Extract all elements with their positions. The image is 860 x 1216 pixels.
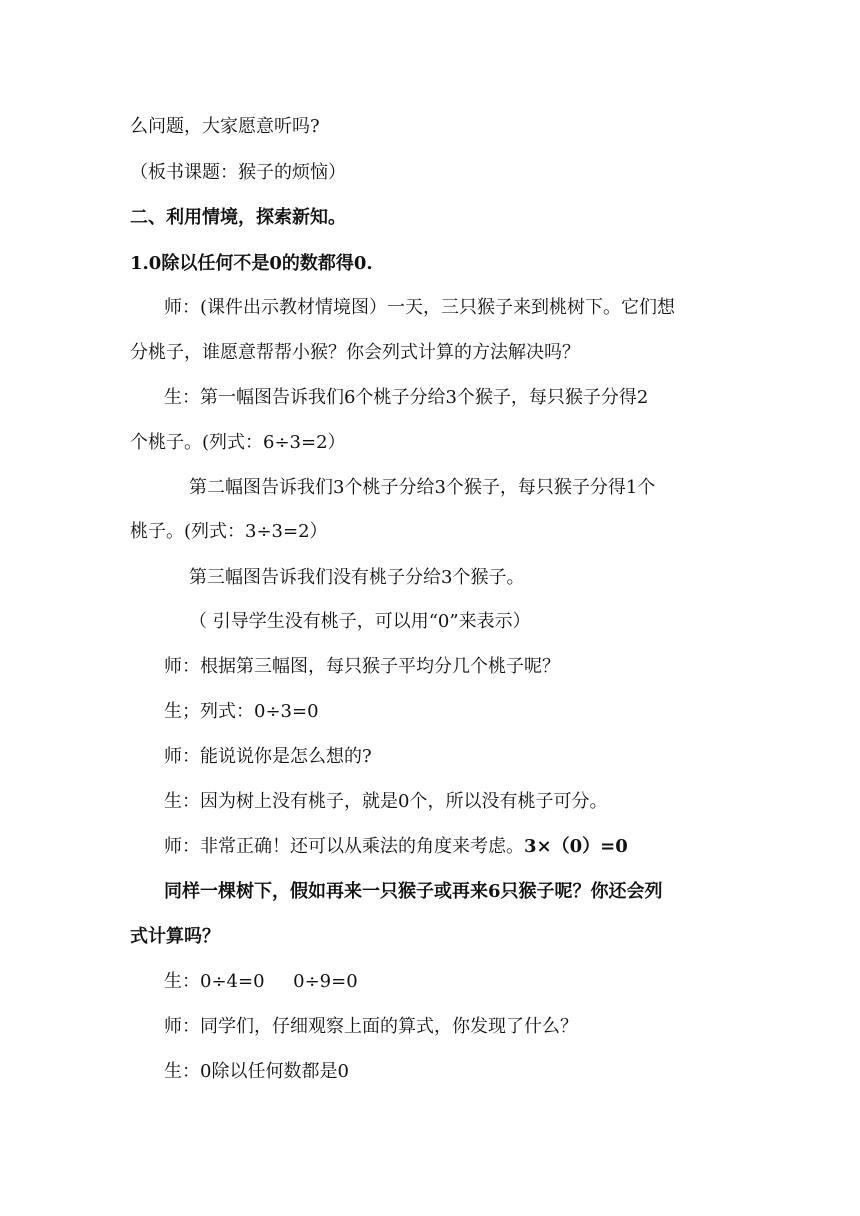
text-line-7: 生：第一幅图告诉我们6个桃子分给3个猴子，每只猴子分得2 — [164, 387, 649, 408]
text-line-16: 生：因为树上没有桃子，就是0个，所以没有桃子可分。 — [164, 791, 608, 812]
text-line-15: 师：能说说你是怎么想的? — [164, 746, 372, 767]
text-line-12: （ 引导学生没有桃子，可以用“0”来表示） — [189, 611, 531, 632]
text-line-23: 生：0除以任何数都是0 — [164, 1061, 349, 1082]
text-line-11: 第三幅图告诉我们没有桃子分给3个猴子。 — [189, 567, 525, 588]
text-line-1: 么问题，大家愿意听吗? — [130, 116, 320, 137]
text-line-5: 师：(课件出示教材情境图）一天，三只猴子来到桃树下。它们想 — [164, 297, 676, 318]
text-line-17-text: 师：非常正确！还可以从乘法的角度来考虑。 — [164, 836, 524, 857]
text-line-21: 生：0÷4=0 0÷9=0 — [164, 971, 358, 992]
bold-formula: 3×（0）=0 — [524, 836, 628, 857]
text-line-2: （板书课题：猴子的烦恼） — [130, 162, 346, 183]
bold-question-line-1: 同样一棵树下，假如再来一只猴子或再来6只猴子呢？你还会列 — [164, 881, 663, 902]
section-heading: 二、利用情境，探索新知。 — [130, 207, 346, 228]
text-line-9: 第二幅图告诉我们3个桃子分给3个猴子，每只猴子分得1个 — [189, 477, 656, 498]
text-line-13: 师：根据第三幅图，每只猴子平均分几个桃子呢？ — [164, 656, 560, 677]
subsection-heading: 1.0除以任何不是0的数都得0. — [130, 253, 373, 274]
text-line-6: 分桃子，谁愿意帮帮小猴？你会列式计算的方法解决吗？ — [130, 342, 580, 363]
bold-question-line-2: 式计算吗？ — [130, 926, 220, 947]
text-line-17 — [164, 835, 628, 859]
text-line-14: 生；列式：0÷3=0 — [164, 701, 319, 722]
text-line-8: 个桃子。(列式：6÷3=2） — [130, 432, 346, 453]
text-line-22: 师：同学们，仔细观察上面的算式，你发现了什么？ — [164, 1016, 578, 1037]
text-line-10: 桃子。(列式：3÷3=2） — [130, 521, 328, 542]
